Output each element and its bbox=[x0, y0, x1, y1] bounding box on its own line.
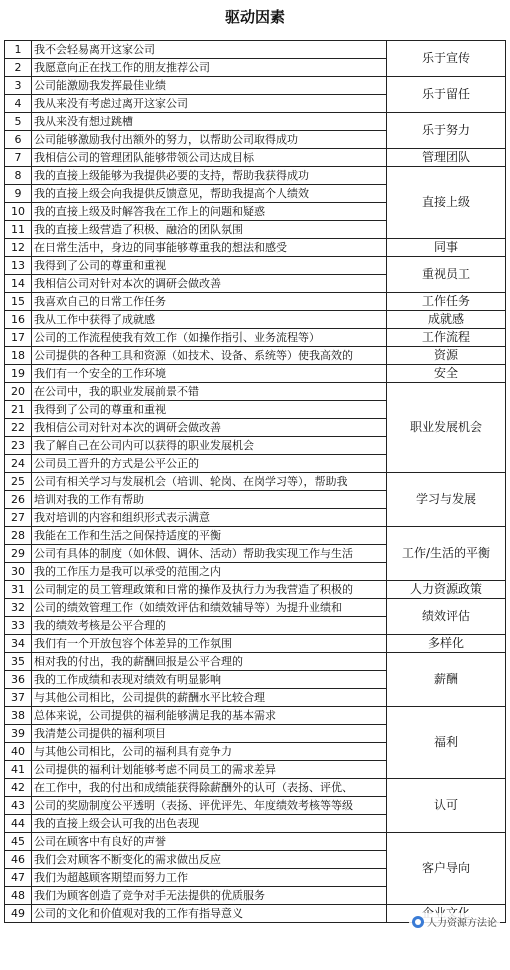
survey-item: 公司提供的各种工具和资源（如技术、设备、系统等）使我高效的 bbox=[32, 347, 387, 365]
driver-category: 学习与发展 bbox=[387, 473, 506, 527]
survey-item: 我清楚公司提供的福利项目 bbox=[32, 725, 387, 743]
row-number: 21 bbox=[5, 401, 32, 419]
driver-category: 绩效评估 bbox=[387, 599, 506, 635]
driver-category: 重视员工 bbox=[387, 257, 506, 293]
table-row bbox=[5, 113, 506, 131]
row-number: 17 bbox=[5, 329, 32, 347]
row-number: 49 bbox=[5, 905, 32, 923]
survey-item: 我的直接上级能够为我提供必要的支持，帮助我获得成功 bbox=[32, 167, 387, 185]
driver-category: 工作任务 bbox=[387, 293, 506, 311]
watermark bbox=[409, 913, 500, 930]
table-row bbox=[5, 167, 506, 185]
survey-item: 公司的工作流程使我有效工作（如操作指引、业务流程等） bbox=[32, 329, 387, 347]
row-number: 11 bbox=[5, 221, 32, 239]
survey-item: 公司制定的员工管理政策和日常的操作及执行力为我营造了积极的 bbox=[32, 581, 387, 599]
survey-item: 我们会对顾客不断变化的需求做出反应 bbox=[32, 851, 387, 869]
driver-category: 工作流程 bbox=[387, 329, 506, 347]
driver-category: 乐于留任 bbox=[387, 77, 506, 113]
survey-item: 公司的绩效管理工作（如绩效评估和绩效辅导等）为提升业绩和 bbox=[32, 599, 387, 617]
table-row bbox=[5, 239, 506, 257]
driver-category: 福利 bbox=[387, 707, 506, 779]
survey-item: 公司员工晋升的方式是公平公正的 bbox=[32, 455, 387, 473]
survey-item: 我的直接上级会认可我的出色表现 bbox=[32, 815, 387, 833]
survey-item: 与其他公司相比，公司的福利具有竞争力 bbox=[32, 743, 387, 761]
driver-category: 资源 bbox=[387, 347, 506, 365]
survey-item: 我从来没有想过跳槽 bbox=[32, 113, 387, 131]
driver-category: 直接上级 bbox=[387, 167, 506, 239]
table-row bbox=[5, 257, 506, 275]
survey-item: 与其他公司相比，公司提供的薪酬水平比较合理 bbox=[32, 689, 387, 707]
driver-category: 职业发展机会 bbox=[387, 383, 506, 473]
survey-item: 我的工作压力是我可以承受的范围之内 bbox=[32, 563, 387, 581]
row-number: 32 bbox=[5, 599, 32, 617]
driver-category: 同事 bbox=[387, 239, 506, 257]
table-row bbox=[5, 383, 506, 401]
survey-item: 公司能激励我发挥最佳业绩 bbox=[32, 77, 387, 95]
driver-category: 客户导向 bbox=[387, 833, 506, 905]
row-number: 3 bbox=[5, 77, 32, 95]
row-number: 25 bbox=[5, 473, 32, 491]
table-row bbox=[5, 653, 506, 671]
table-row bbox=[5, 779, 506, 797]
table-row bbox=[5, 347, 506, 365]
table-row bbox=[5, 833, 506, 851]
survey-item: 我的绩效考核是公平合理的 bbox=[32, 617, 387, 635]
row-number: 40 bbox=[5, 743, 32, 761]
survey-item: 我的工作成绩和表现对绩效有明显影响 bbox=[32, 671, 387, 689]
table-row bbox=[5, 599, 506, 617]
row-number: 5 bbox=[5, 113, 32, 131]
driver-category: 管理团队 bbox=[387, 149, 506, 167]
row-number: 1 bbox=[5, 41, 32, 59]
survey-item: 总体来说，公司提供的福利能够满足我的基本需求 bbox=[32, 707, 387, 725]
row-number: 34 bbox=[5, 635, 32, 653]
table-row bbox=[5, 293, 506, 311]
driver-category: 乐于宣传 bbox=[387, 41, 506, 77]
row-number: 2 bbox=[5, 59, 32, 77]
driver-category: 乐于努力 bbox=[387, 113, 506, 149]
row-number: 46 bbox=[5, 851, 32, 869]
survey-item: 我们为顾客创造了竞争对手无法提供的优质服务 bbox=[32, 887, 387, 905]
row-number: 23 bbox=[5, 437, 32, 455]
row-number: 33 bbox=[5, 617, 32, 635]
driver-category: 成就感 bbox=[387, 311, 506, 329]
survey-item: 我愿意向正在找工作的朋友推荐公司 bbox=[32, 59, 387, 77]
survey-item: 我相信公司对针对本次的调研会做改善 bbox=[32, 275, 387, 293]
survey-item: 我得到了公司的尊重和重视 bbox=[32, 401, 387, 419]
survey-item: 公司的文化和价值观对我的工作有指导意义 bbox=[32, 905, 387, 923]
table-row bbox=[5, 77, 506, 95]
survey-item: 我从工作中获得了成就感 bbox=[32, 311, 387, 329]
table-row bbox=[5, 707, 506, 725]
survey-item: 在公司中，我的职业发展前景不错 bbox=[32, 383, 387, 401]
survey-item: 培训对我的工作有帮助 bbox=[32, 491, 387, 509]
survey-item: 我们有一个安全的工作环境 bbox=[32, 365, 387, 383]
row-number: 14 bbox=[5, 275, 32, 293]
survey-item: 公司有具体的制度（如休假、调休、活动）帮助我实现工作与生活 bbox=[32, 545, 387, 563]
wechat-channel-icon bbox=[412, 916, 424, 928]
driver-category: 安全 bbox=[387, 365, 506, 383]
driver-category: 薪酬 bbox=[387, 653, 506, 707]
survey-item: 相对我的付出，我的薪酬回报是公平合理的 bbox=[32, 653, 387, 671]
row-number: 31 bbox=[5, 581, 32, 599]
row-number: 15 bbox=[5, 293, 32, 311]
table-row bbox=[5, 581, 506, 599]
survey-item: 公司有相关学习与发展机会（培训、轮岗、在岗学习等），帮助我 bbox=[32, 473, 387, 491]
survey-item: 我了解自己在公司内可以获得的职业发展机会 bbox=[32, 437, 387, 455]
row-number: 42 bbox=[5, 779, 32, 797]
row-number: 4 bbox=[5, 95, 32, 113]
survey-item: 我得到了公司的尊重和重视 bbox=[32, 257, 387, 275]
survey-item: 我不会轻易离开这家公司 bbox=[32, 41, 387, 59]
row-number: 20 bbox=[5, 383, 32, 401]
row-number: 48 bbox=[5, 887, 32, 905]
page-title: 驱动因素 bbox=[224, 8, 285, 26]
survey-item: 公司的奖励制度公平透明（表扬、评优评先、年度绩效考核等等级 bbox=[32, 797, 387, 815]
row-number: 13 bbox=[5, 257, 32, 275]
table-row bbox=[5, 41, 506, 59]
table-row bbox=[5, 329, 506, 347]
row-number: 37 bbox=[5, 689, 32, 707]
survey-item: 我能在工作和生活之间保持适度的平衡 bbox=[32, 527, 387, 545]
row-number: 19 bbox=[5, 365, 32, 383]
table-row bbox=[5, 473, 506, 491]
survey-item: 我相信公司的管理团队能够带领公司达成目标 bbox=[32, 149, 387, 167]
table-row bbox=[5, 311, 506, 329]
driver-category: 人力资源政策 bbox=[387, 581, 506, 599]
driver-category: 工作/生活的平衡 bbox=[387, 527, 506, 581]
survey-item: 公司在顾客中有良好的声誉 bbox=[32, 833, 387, 851]
survey-item: 我从来没有考虑过离开这家公司 bbox=[32, 95, 387, 113]
row-number: 28 bbox=[5, 527, 32, 545]
row-number: 6 bbox=[5, 131, 32, 149]
row-number: 41 bbox=[5, 761, 32, 779]
row-number: 36 bbox=[5, 671, 32, 689]
row-number: 18 bbox=[5, 347, 32, 365]
survey-item: 在工作中，我的付出和成绩能获得除薪酬外的认可（表扬、评优、 bbox=[32, 779, 387, 797]
row-number: 47 bbox=[5, 869, 32, 887]
row-number: 7 bbox=[5, 149, 32, 167]
row-number: 44 bbox=[5, 815, 32, 833]
row-number: 45 bbox=[5, 833, 32, 851]
row-number: 30 bbox=[5, 563, 32, 581]
survey-item: 公司提供的福利计划能够考虑不同员工的需求差异 bbox=[32, 761, 387, 779]
table-row bbox=[5, 365, 506, 383]
survey-item: 我的直接上级会向我提供反馈意见，帮助我提高个人绩效 bbox=[32, 185, 387, 203]
driver-factors-table bbox=[4, 40, 506, 923]
row-number: 35 bbox=[5, 653, 32, 671]
survey-item: 我们有一个开放包容个体差异的工作氛围 bbox=[32, 635, 387, 653]
survey-item: 我的直接上级营造了积极、融洽的团队氛围 bbox=[32, 221, 387, 239]
row-number: 29 bbox=[5, 545, 32, 563]
table-row bbox=[5, 149, 506, 167]
survey-item: 我相信公司对针对本次的调研会做改善 bbox=[32, 419, 387, 437]
row-number: 27 bbox=[5, 509, 32, 527]
survey-item: 我的直接上级及时解答我在工作上的问题和疑惑 bbox=[32, 203, 387, 221]
row-number: 22 bbox=[5, 419, 32, 437]
row-number: 10 bbox=[5, 203, 32, 221]
row-number: 8 bbox=[5, 167, 32, 185]
driver-category: 认可 bbox=[387, 779, 506, 833]
survey-item: 我们为超越顾客期望而努力工作 bbox=[32, 869, 387, 887]
row-number: 38 bbox=[5, 707, 32, 725]
survey-item: 公司能够激励我付出额外的努力，以帮助公司取得成功 bbox=[32, 131, 387, 149]
row-number: 9 bbox=[5, 185, 32, 203]
driver-category: 多样化 bbox=[387, 635, 506, 653]
row-number: 24 bbox=[5, 455, 32, 473]
row-number: 39 bbox=[5, 725, 32, 743]
row-number: 16 bbox=[5, 311, 32, 329]
row-number: 43 bbox=[5, 797, 32, 815]
table-row bbox=[5, 635, 506, 653]
row-number: 12 bbox=[5, 239, 32, 257]
table-row bbox=[5, 527, 506, 545]
row-number: 26 bbox=[5, 491, 32, 509]
survey-item: 我对培训的内容和组织形式表示满意 bbox=[32, 509, 387, 527]
watermark-text: 人力资源方法论 bbox=[427, 918, 497, 929]
survey-item: 在日常生活中，身边的同事能够尊重我的想法和感受 bbox=[32, 239, 387, 257]
survey-item: 我喜欢自己的日常工作任务 bbox=[32, 293, 387, 311]
